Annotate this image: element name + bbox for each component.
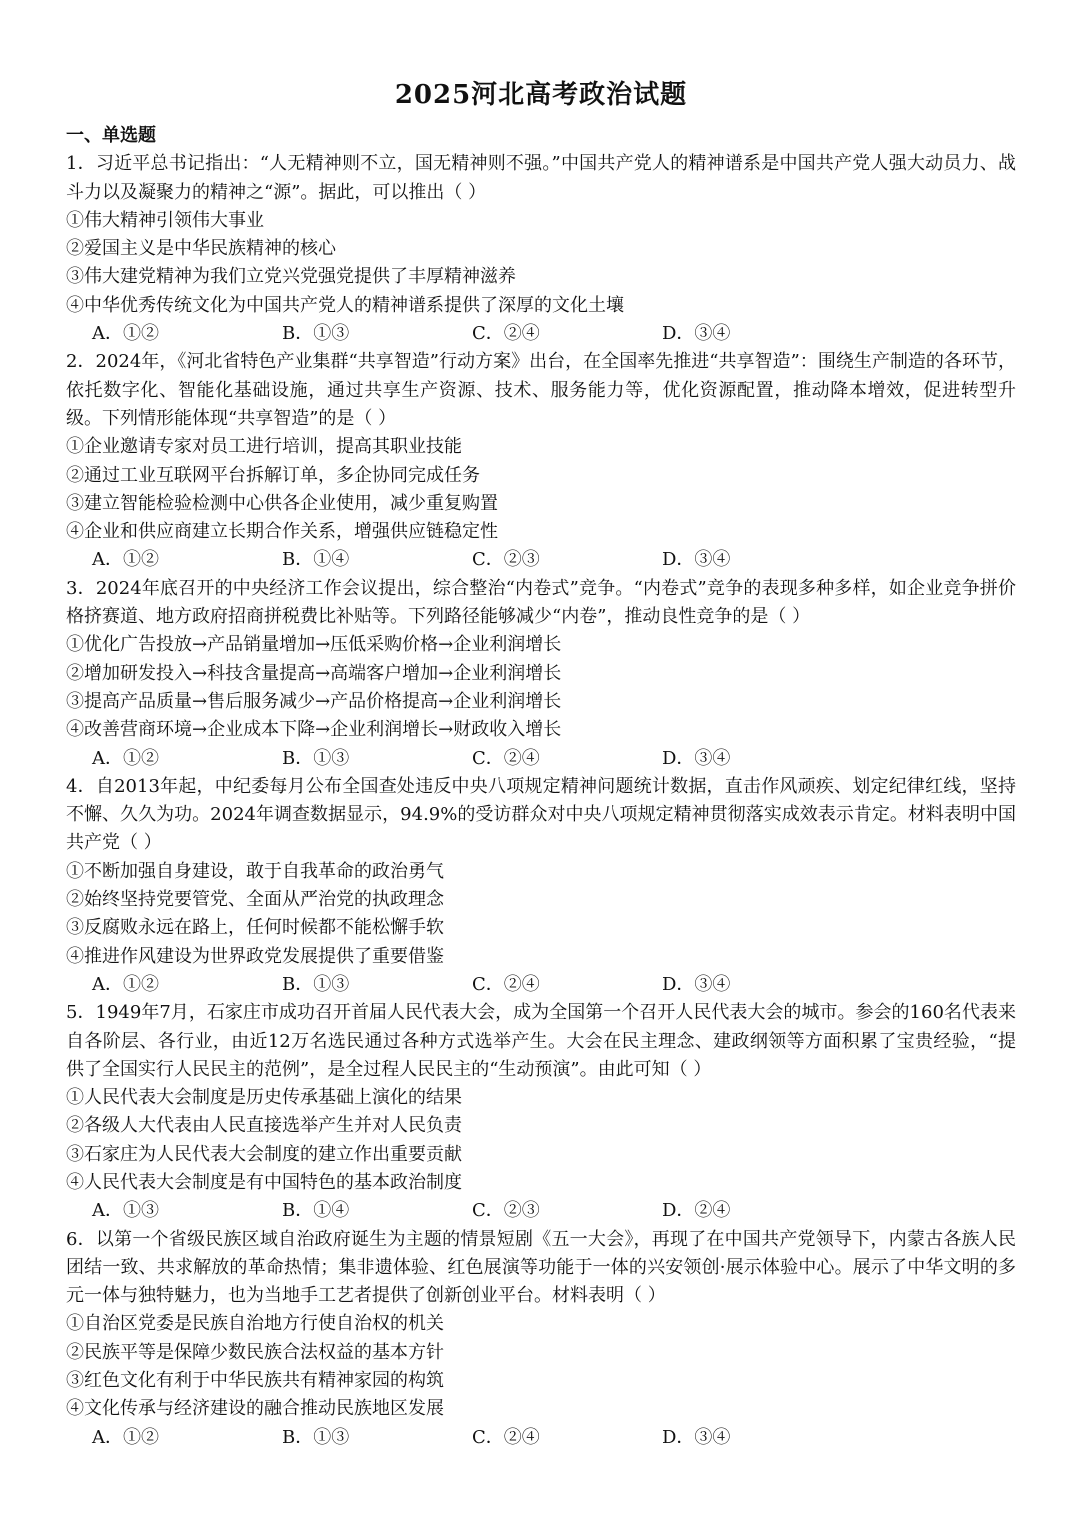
- statement-item: ②始终坚持党要管党、全面从严治党的执政理念: [66, 889, 444, 911]
- statement-item: ③石家庄为人民代表大会制度的建立作出重要贡献: [66, 1143, 462, 1165]
- option-c: C．②④: [472, 747, 540, 769]
- statement-item: ①不断加强自身建设，敢于自我革命的政治勇气: [66, 860, 444, 882]
- page-title: 2025河北高考政治试题: [394, 80, 688, 110]
- option-d: D．③④: [662, 747, 731, 769]
- option-d: D．③④: [662, 1426, 731, 1448]
- statement-item: ③建立智能检验检测中心供各企业使用，减少重复购置: [66, 492, 498, 514]
- statement-item: ②各级人大代表由人民直接选举产生并对人民负责: [66, 1115, 462, 1137]
- option-a: A．①③: [92, 1200, 159, 1222]
- question-stem: 3．2024年底召开的中央经济工作会议提出，综合整治“内卷式”竞争。“内卷式”竞争的表现多种多样，如企业竞争拼价格挤赛道、地方政府招商拼税费比补贴等。下列路径能够减少“内卷”，推动良性竞争的是（ ）: [66, 577, 1016, 628]
- answer-options: [66, 320, 1016, 348]
- option-b: B．①④: [282, 1200, 350, 1222]
- statement-item: ①伟大精神引领伟大事业: [66, 209, 264, 231]
- option-d: D．③④: [662, 323, 731, 345]
- answer-options: [66, 546, 1016, 574]
- statement-item: ④文化传承与经济建设的融合推动民族地区发展: [66, 1398, 444, 1420]
- question-5: [66, 999, 1016, 1225]
- question-6: [66, 1226, 1016, 1452]
- question-2: [66, 348, 1016, 574]
- question-stem: 4．自2013年起，中纪委每月公布全国查处违反中央八项规定精神问题统计数据，直击作风顽疾、划定纪律红线，坚持不懈、久久为功。2024年调查数据显示，94.9%的受访群众对中央八项规定精神贯彻落实成效表示肯定。材料表明中国共产党（ ）: [66, 775, 1016, 854]
- exam-page: [66, 78, 1016, 1452]
- option-b: B．①③: [282, 323, 350, 345]
- statement-item: ④企业和供应商建立长期合作关系，增强供应链稳定性: [66, 521, 498, 543]
- option-d: D．③④: [662, 549, 731, 571]
- option-b: B．①③: [282, 973, 350, 995]
- option-c: C．②④: [472, 323, 540, 345]
- option-d: D．②④: [662, 1200, 731, 1222]
- statement-item: ③反腐败永远在路上，任何时候都不能松懈手软: [66, 917, 444, 939]
- statement-item: ③红色文化有利于中华民族共有精神家园的构筑: [66, 1370, 444, 1392]
- section-heading: 一、单选题: [66, 125, 156, 146]
- statement-item: ①优化广告投放→产品销量增加→压低采购价格→企业利润增长: [66, 634, 562, 656]
- answer-options: [66, 1197, 1016, 1225]
- option-c: C．②④: [472, 1426, 540, 1448]
- option-b: B．①③: [282, 1426, 350, 1448]
- statement-item: ②通过工业互联网平台拆解订单，多企协同完成任务: [66, 464, 480, 486]
- question-1: [66, 150, 1016, 348]
- option-c: C．②④: [472, 973, 540, 995]
- question-stem: 6．以第一个省级民族区域自治政府诞生为主题的情景短剧《五一大会》，再现了在中国共产党领导下，内蒙古各族人民团结一致、共求解放的革命热情；集非遗体验、红色展演等功能于一体的兴安领创·展示体验中心。展示了中华文明的多元一体与独特魅力，也为当地手工艺者提供了创新创业平台。材料表明（ ）: [66, 1228, 1016, 1307]
- option-c: C．②③: [472, 549, 540, 571]
- statement-item: ③伟大建党精神为我们立党兴党强党提供了丰厚精神滋养: [66, 266, 516, 288]
- answer-options: [66, 745, 1016, 773]
- statement-item: ①企业邀请专家对员工进行培训，提高其职业技能: [66, 436, 462, 458]
- question-stem: 5．1949年7月，石家庄市成功召开首届人民代表大会，成为全国第一个召开人民代表大会的城市。参会的160名代表来自各阶层、各行业，由近12万名选民通过各种方式选举产生。大会在民主理念、建政纲领等方面积累了宝贵经验，“提供了全国实行人民民主的范例”，是全过程人民民主的“生动预演”。由此可知（ ）: [66, 1002, 1016, 1080]
- statement-item: ③提高产品质量→售后服务减少→产品价格提高→企业利润增长: [66, 690, 562, 712]
- statement-item: ②民族平等是保障少数民族合法权益的基本方针: [66, 1341, 444, 1363]
- option-b: B．①④: [282, 549, 350, 571]
- answer-options: [66, 1424, 1016, 1452]
- option-a: A．①②: [92, 323, 159, 345]
- statement-item: ④人民代表大会制度是有中国特色的基本政治制度: [66, 1171, 462, 1193]
- statement-item: ④中华优秀传统文化为中国共产党人的精神谱系提供了深厚的文化土壤: [66, 294, 624, 316]
- option-a: A．①②: [92, 747, 159, 769]
- option-a: A．①②: [92, 1426, 159, 1448]
- option-a: A．①②: [92, 549, 159, 571]
- statement-item: ④改善营商环境→企业成本下降→企业利润增长→财政收入增长: [66, 719, 562, 741]
- question-stem: 2．2024年，《河北省特色产业集群“共享智造”行动方案》出台，在全国率先推进“共享智造”：围绕生产制造的各环节，依托数字化、智能化基础设施，通过共享生产资源、技术、服务能力等，优化资源配置，推动降本增效，促进转型升级。下列情形能体现“共享智造”的是（ ）: [66, 351, 1016, 429]
- question-4: [66, 773, 1016, 999]
- statement-item: ①人民代表大会制度是历史传承基础上演化的结果: [66, 1087, 462, 1109]
- statement-item: ①自治区党委是民族自治地方行使自治权的机关: [66, 1313, 444, 1335]
- question-3: [66, 575, 1016, 773]
- option-a: A．①②: [92, 973, 159, 995]
- option-c: C．②③: [472, 1200, 540, 1222]
- option-b: B．①③: [282, 747, 350, 769]
- statement-item: ②爱国主义是中华民族精神的核心: [66, 238, 336, 260]
- option-d: D．③④: [662, 973, 731, 995]
- question-stem: 1．习近平总书记指出：“人无精神则不立，国无精神则不强。”中国共产党人的精神谱系是中国共产党人强大动员力、战斗力以及凝聚力的精神之“源”。据此，可以推出（ ）: [66, 153, 1016, 203]
- statement-item: ④推进作风建设为世界政党发展提供了重要借鉴: [66, 945, 444, 967]
- answer-options: [66, 971, 1016, 999]
- statement-item: ②增加研发投入→科技含量提高→高端客户增加→企业利润增长: [66, 662, 562, 684]
